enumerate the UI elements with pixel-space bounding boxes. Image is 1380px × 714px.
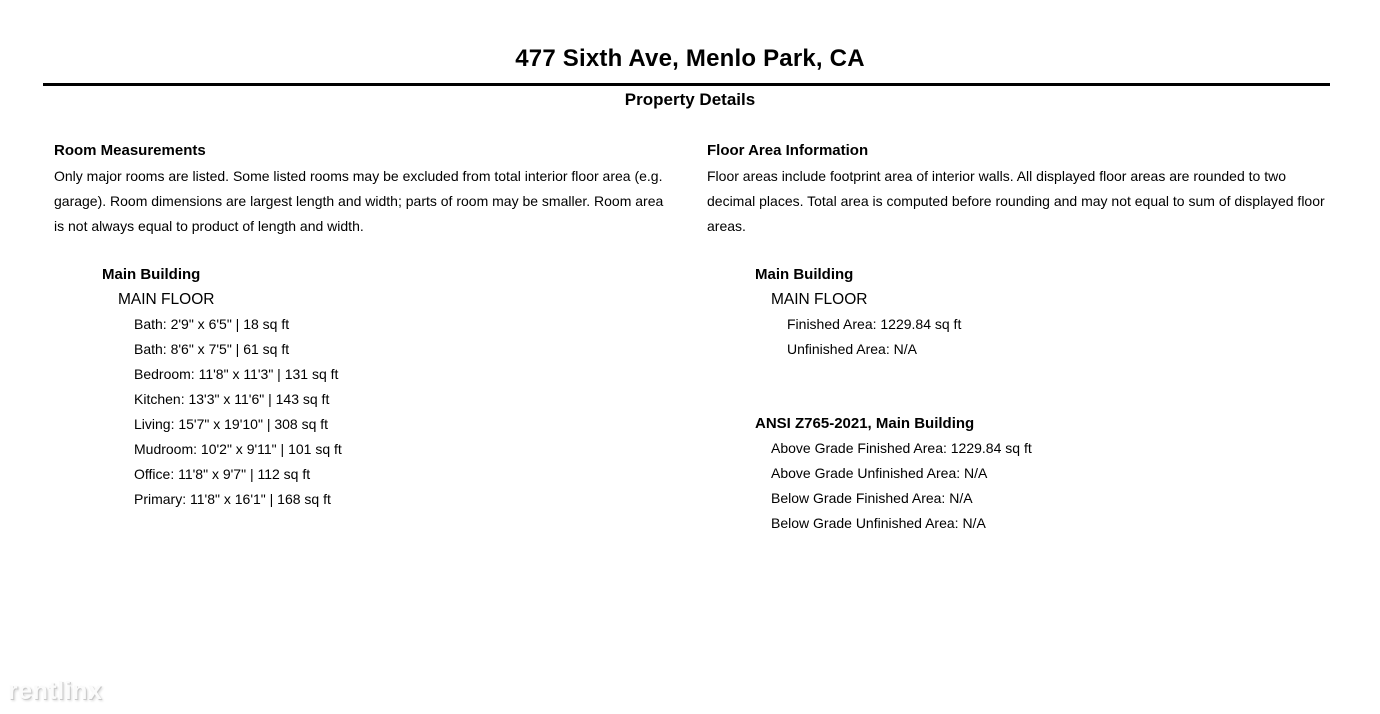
room-item: Office: 11'8" x 9'7" | 112 sq ft (134, 466, 311, 482)
page-subtitle: Property Details (624, 90, 756, 109)
rentlinx-watermark-logo: rentlinx (8, 677, 103, 705)
property-address-title: 477 Sixth Ave, Menlo Park, CA (515, 45, 865, 72)
room-item: Mudroom: 10'2" x 9'11" | 101 sq ft (134, 441, 342, 457)
ansi-area-item: Below Grade Unfinished Area: N/A (771, 515, 986, 531)
room-measurements-description: Only major rooms are listed. Some listed rooms may be excluded from total interior floor area (e.g. garage). Room dimensions are largest length and width; parts of room may be smaller. Room area is not always equal to product of length and width. (54, 168, 664, 234)
floor-area-section (707, 140, 1333, 239)
floor-area-heading: Floor Area Information (707, 142, 869, 159)
ansi-heading: ANSI Z765-2021, Main Building (755, 415, 975, 432)
floor-area-description: Floor areas include footprint area of interior walls. All displayed floor areas are rounded to two decimal places. Total area is computed before rounding and may not equal to sum of displayed floor areas. (707, 168, 1325, 234)
title-divider (43, 83, 1330, 86)
room-item: Bedroom: 11'8" x 11'3" | 131 sq ft (134, 366, 339, 382)
ansi-area-item: Below Grade Finished Area: N/A (771, 490, 973, 506)
room-measurements-section (54, 140, 676, 239)
ansi-area-item: Above Grade Finished Area: 1229.84 sq ft (771, 440, 1032, 456)
building-name: Main Building (102, 266, 201, 283)
room-item: Kitchen: 13'3" x 11'6" | 143 sq ft (134, 391, 330, 407)
floor-name: MAIN FLOOR (118, 291, 215, 308)
room-item: Bath: 2'9" x 6'5" | 18 sq ft (134, 316, 290, 332)
floor-name: MAIN FLOOR (771, 291, 868, 308)
room-list (134, 312, 342, 512)
room-measurements-building-block (102, 262, 342, 512)
room-item: Bath: 8'6" x 7'5" | 61 sq ft (134, 341, 290, 357)
room-item: Living: 15'7" x 19'10" | 308 sq ft (134, 416, 329, 432)
ansi-area-item: Above Grade Unfinished Area: N/A (771, 465, 988, 481)
ansi-block (755, 411, 1032, 536)
floor-area-building-block (755, 262, 961, 362)
area-list (787, 312, 961, 362)
area-item: Finished Area: 1229.84 sq ft (787, 316, 962, 332)
room-measurements-heading: Room Measurements (54, 142, 206, 159)
area-item: Unfinished Area: N/A (787, 341, 917, 357)
ansi-area-list (771, 436, 1032, 536)
building-name: Main Building (755, 266, 854, 283)
room-item: Primary: 11'8" x 16'1" | 168 sq ft (134, 491, 331, 507)
